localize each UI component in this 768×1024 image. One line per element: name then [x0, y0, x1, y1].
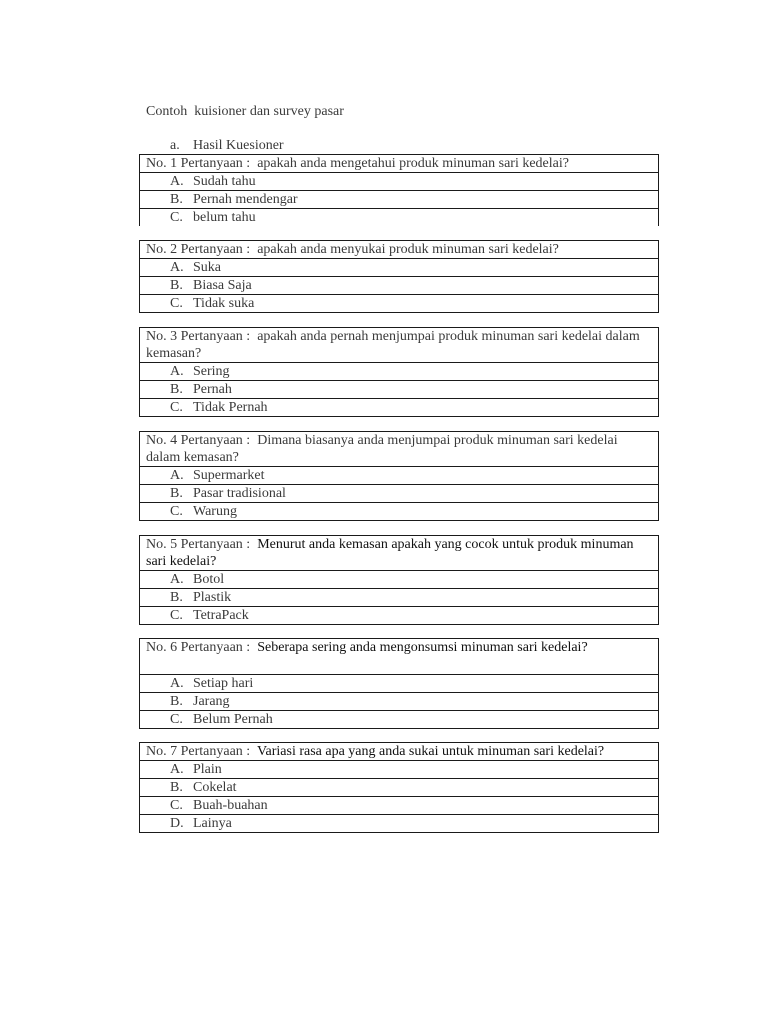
answer-option: [140, 760, 658, 778]
question-text: Seberapa sering anda mengonsumsi minuman sari kedelai?: [257, 640, 588, 655]
question-number: No. 6 Pertanyaan :: [146, 640, 251, 655]
option-label: Tidak suka: [193, 296, 255, 311]
answer-option: [140, 692, 658, 710]
answer-option: [140, 294, 658, 312]
option-label: Warung: [193, 504, 237, 519]
option-letter: C.: [170, 608, 183, 623]
option-label: Jarang: [193, 694, 230, 709]
answer-option: [140, 466, 658, 484]
answer-option: [140, 380, 658, 398]
option-label: Biasa Saja: [193, 278, 252, 293]
question-row: [140, 155, 658, 172]
question-number: No. 1 Pertanyaan :: [146, 156, 251, 171]
answer-option: [140, 190, 658, 208]
option-label: Plain: [193, 762, 222, 777]
option-label: Suka: [193, 260, 221, 275]
answer-option: [140, 606, 658, 624]
option-letter: A.: [170, 364, 184, 379]
option-letter: C.: [170, 400, 183, 415]
question-table-1: [139, 154, 659, 226]
option-label: Plastik: [193, 590, 232, 605]
option-label: belum tahu: [193, 210, 256, 225]
answer-option: [140, 796, 658, 814]
option-label: Pernah mendengar: [193, 192, 298, 207]
option-label: Belum Pernah: [193, 712, 273, 727]
question-number: No. 5 Pertanyaan :: [146, 537, 251, 552]
question-text: Variasi rasa apa yang anda sukai untuk minuman sari kedelai?: [256, 744, 605, 759]
option-letter: A.: [170, 572, 184, 587]
option-letter: B.: [170, 192, 183, 207]
answer-option: [140, 570, 658, 588]
section-heading: [170, 137, 284, 154]
question-row: [140, 639, 658, 674]
option-letter: B.: [170, 694, 183, 709]
question-text: Dimana biasanya anda menjumpai produk minuman sari kedelai dalam kemasan?: [146, 433, 618, 465]
question-text: apakah anda mengetahui produk minuman sari kedelai?: [257, 156, 569, 171]
option-letter: B.: [170, 486, 183, 501]
question-row: [140, 743, 658, 760]
option-letter: A.: [170, 676, 184, 691]
option-letter: C.: [170, 712, 183, 727]
option-letter: A.: [170, 468, 184, 483]
answer-option: [140, 502, 658, 520]
option-label: Buah-buahan: [193, 798, 268, 813]
question-text: apakah anda menyukai produk minuman sari kedelai?: [257, 242, 559, 257]
answer-option: [140, 674, 658, 692]
question-table-2: [139, 240, 659, 313]
answer-option: [140, 398, 658, 416]
option-label: Lainya: [193, 816, 232, 831]
question-text: apakah anda pernah menjumpai produk minuman sari kedelai dalam kemasan?: [146, 329, 640, 361]
option-label: Supermarket: [193, 468, 265, 483]
option-label: Pernah: [193, 382, 232, 397]
question-table-5: [139, 535, 659, 625]
question-row: [140, 432, 658, 466]
question-number: No. 4 Pertanyaan :: [146, 433, 251, 448]
option-label: Sudah tahu: [193, 174, 256, 189]
option-letter: C.: [170, 798, 183, 813]
option-letter: C.: [170, 504, 183, 519]
question-number: No. 7 Pertanyaan :: [146, 744, 251, 759]
option-letter: A.: [170, 260, 184, 275]
answer-option: [140, 208, 658, 226]
answer-option: [140, 258, 658, 276]
option-letter: B.: [170, 590, 183, 605]
answer-option: [140, 710, 658, 728]
option-label: Pasar tradisional: [193, 486, 286, 501]
question-table-4: [139, 431, 659, 521]
option-label: Cokelat: [193, 780, 237, 795]
option-label: TetraPack: [193, 608, 249, 623]
answer-option: [140, 362, 658, 380]
option-letter: C.: [170, 296, 183, 311]
answer-option: [140, 778, 658, 796]
answer-option: [140, 276, 658, 294]
answer-option: [140, 814, 658, 832]
option-label: Setiap hari: [193, 676, 254, 691]
question-table-7: [139, 742, 659, 833]
option-letter: A.: [170, 174, 184, 189]
question-table-3: [139, 327, 659, 417]
question-number: No. 3 Pertanyaan :: [146, 329, 251, 344]
question-text: Menurut anda kemasan apakah yang cocok untuk produk minuman sari kedelai?: [146, 537, 634, 569]
option-label: Sering: [193, 364, 230, 379]
section-marker: a.: [170, 138, 180, 153]
option-letter: C.: [170, 210, 183, 225]
option-letter: B.: [170, 780, 183, 795]
question-table-6: [139, 638, 659, 729]
option-letter: B.: [170, 382, 183, 397]
option-letter: B.: [170, 278, 183, 293]
option-letter: D.: [170, 816, 184, 831]
question-row: [140, 241, 658, 258]
option-letter: A.: [170, 762, 184, 777]
question-row: [140, 328, 658, 362]
page-title: Contoh kuisioner dan survey pasar: [146, 104, 344, 119]
option-label: Tidak Pernah: [193, 400, 268, 415]
answer-option: [140, 172, 658, 190]
section-label: Hasil Kuesioner: [193, 138, 284, 153]
answer-option: [140, 484, 658, 502]
question-row: [140, 536, 658, 570]
option-label: Botol: [193, 572, 225, 587]
answer-option: [140, 588, 658, 606]
question-number: No. 2 Pertanyaan :: [146, 242, 251, 257]
